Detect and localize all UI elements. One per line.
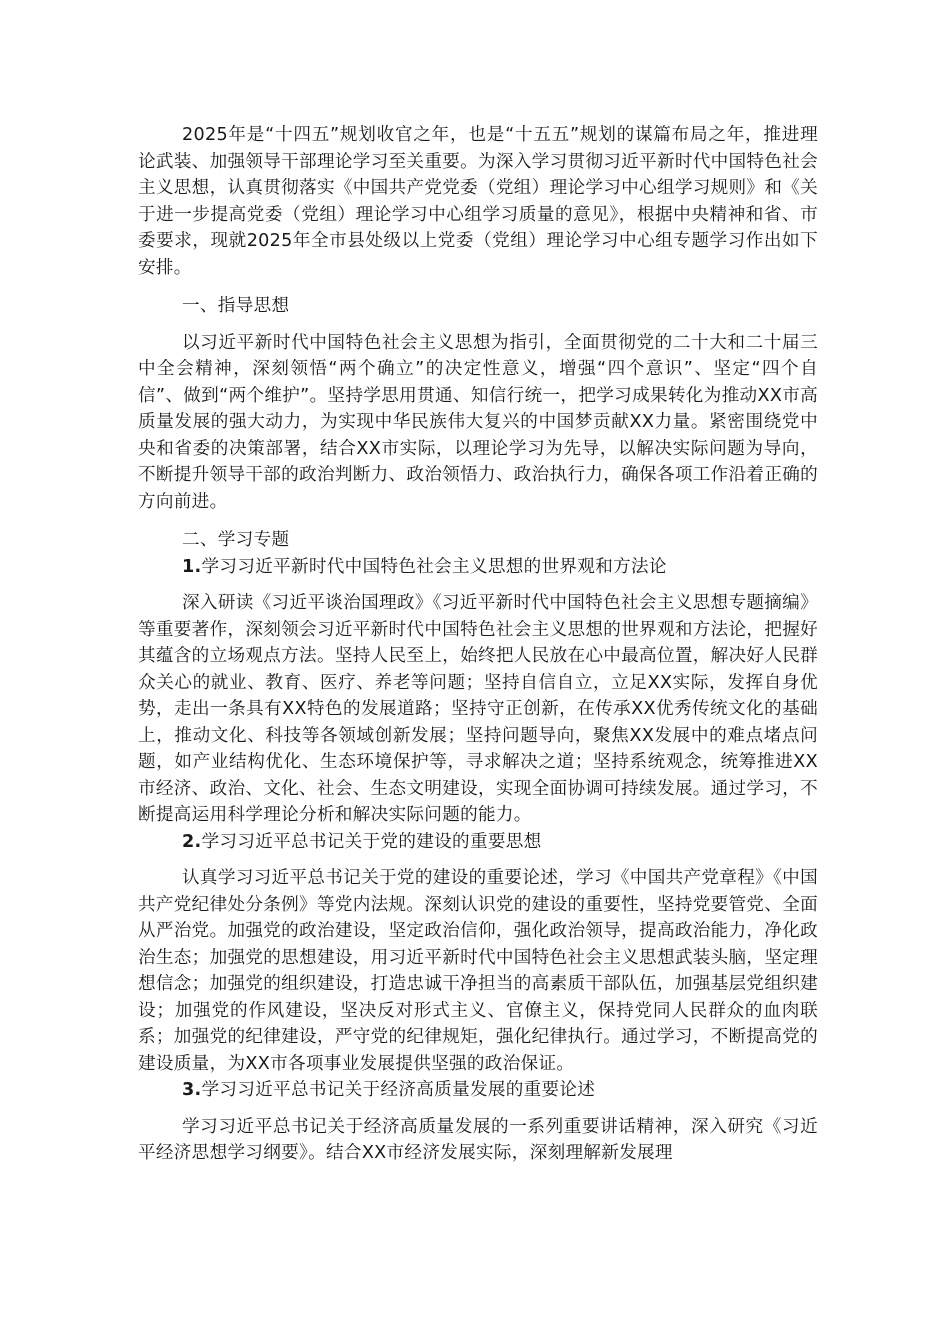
- topic-1-title: 学习习近平新时代中国特色社会主义思想的世界观和方法论: [201, 556, 667, 577]
- topic-3-paragraph: 学习习近平总书记关于经济高质量发展的一系列重要讲话精神，深入研究《习近平经济思想学习纲要》。结合XX市经济发展实际，深刻理解新发展理: [138, 1116, 818, 1163]
- topic-3-heading: [138, 1077, 818, 1104]
- topic-1-heading: [138, 554, 818, 581]
- topic-1-paragraph: 深入研读《习近平谈治国理政》《习近平新时代中国特色社会主义思想专题摘编》等重要著作，深刻领会习近平新时代中国特色社会主义思想的世界观和方法论，把握好其蕴含的立场观点方法。坚持人民至上，始终把人民放在心中最高位置，解决好人民群众关心的就业、教育、医疗、养老等问题；坚持自信自立，立足XX实际，发挥自身优势，走出一条具有XX特色的发展道路；坚持守正创新，在传承XX优秀传统文化的基础上，推动文化、科技等各领域创新发展；坚持问题导向，聚焦XX发展中的难点堵点问题，如产业结构优化、生态环境保护等，寻求解决之道；坚持系统观念，统筹推进XX市经济、政治、文化、社会、生态文明建设，实现全面协调可持续发展。通过学习，不断提高运用科学理论分析和解决实际问题的能力。: [138, 593, 818, 825]
- intro-paragraph: 2025年是“十四五”规划收官之年，也是“十五五”规划的谋篇布局之年，推进理论武装、加强领导干部理论学习至关重要。为深入学习贯彻习近平新时代中国特色社会主义思想，认真贯彻落实《中国共产党党委（党组）理论学习中心组学习规则》和《关于进一步提高党委（党组）理论学习中心组学习质量的意见》，根据中央精神和省、市委要求，现就2025年全市县处级以上党委（党组）理论学习中心组专题学习作出如下安排。: [138, 125, 818, 278]
- topic-3-title: 学习习近平总书记关于经济高质量发展的重要论述: [201, 1080, 596, 1100]
- topic-2-number: 2.: [182, 831, 202, 852]
- topic-1-number: 1.: [182, 556, 202, 577]
- guiding-ideology-paragraph: 以习近平新时代中国特色社会主义思想为指引，全面贯彻党的二十大和二十届三中全会精神，深刻领悟“两个确立”的决定性意义，增强“四个意识”、坚定“四个自信”、做到“两个维护”。坚持学思用贯通、知信行统一，把学习成果转化为推动XX市高质量发展的强大动力，为实现中华民族伟大复兴的中国梦贡献XX力量。紧密围绕党中央和省委的决策部署，结合XX市实际，以理论学习为先导，以解决实际问题为导向，不断提升领导干部的政治判断力、政治领悟力、政治执行力，确保各项工作沿着正确的方向前进。: [138, 332, 818, 512]
- topic-2-paragraph: 认真学习习近平总书记关于党的建设的重要论述，学习《中国共产党章程》《中国共产党纪律处分条例》等党内法规。深刻认识党的建设的重要性，坚持党要管党、全面从严治党。加强党的政治建设，坚定政治信仰，强化政治领导，提高政治能力，净化政治生态；加强党的思想建设，用习近平新时代中国特色社会主义思想武装头脑，坚定理想信念；加强党的组织建设，打造忠诚干净担当的高素质干部队伍，加强基层党组织建设；加强党的作风建设，坚决反对形式主义、官僚主义，保持党同人民群众的血肉联系；加强党的纪律建设，严守党的纪律规矩，强化纪律执行。通过学习，不断提高党的建设质量，为XX市各项事业发展提供坚强的政治保证。: [138, 868, 818, 1074]
- section-heading-study-topics: 二、学习专题: [182, 530, 290, 550]
- topic-2-title: 学习习近平总书记关于党的建设的重要思想: [201, 831, 542, 852]
- topic-3-number: 3.: [182, 1080, 202, 1100]
- topic-2-heading: [138, 829, 818, 856]
- section-heading-guiding-ideology: 一、指导思想: [182, 296, 290, 316]
- document-page: [138, 122, 818, 1167]
